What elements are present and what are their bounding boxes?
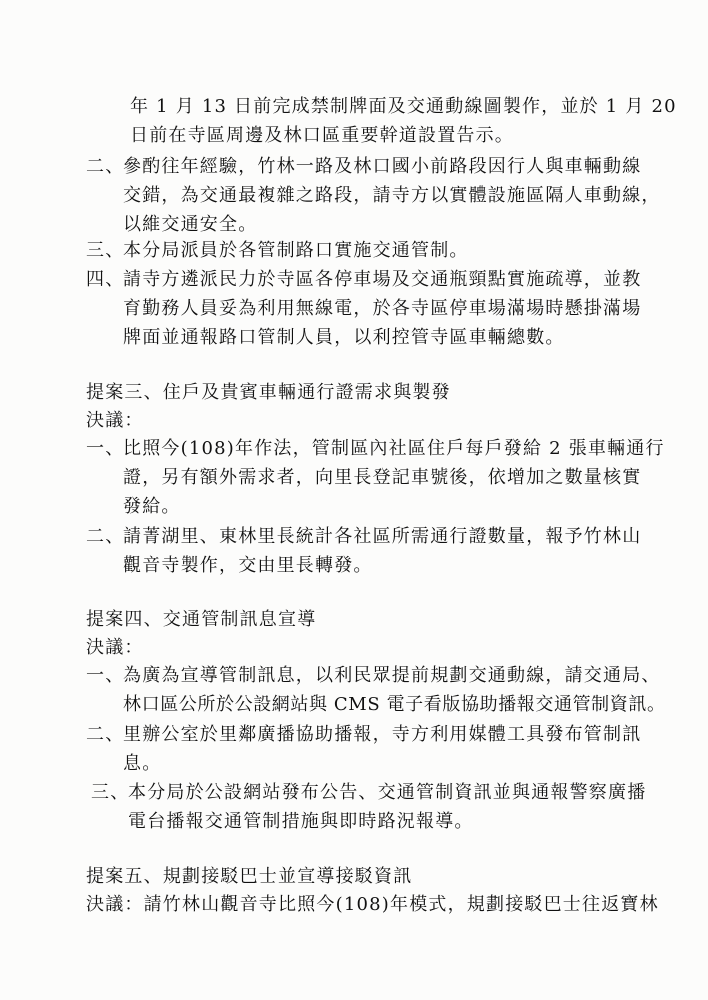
item-number: 三、 bbox=[91, 782, 130, 803]
text-line: 請寺方遴派民力於寺區各停車場及交通瓶頸點實施疏導，並教 bbox=[123, 269, 642, 290]
text-line: 觀音寺製作，交由里長轉發。 bbox=[123, 555, 373, 576]
item-number: 四、 bbox=[86, 269, 125, 290]
text-line: 比照今(108)年作法，管制區內社區住戶每戶發給 2 張車輛通行 bbox=[123, 438, 665, 459]
text-line: 請菁湖里、東林里長統計各社區所需通行證數量，報予竹林山 bbox=[123, 526, 642, 547]
item-number: 二、 bbox=[86, 156, 125, 177]
text-line: 以維交通安全。 bbox=[123, 214, 258, 235]
text-line: 牌面並通報路口管制人員，以利控管寺區車輛總數。 bbox=[123, 327, 565, 348]
text-line: 本分局於公設網站發布公告、交通管制資訊並與通報警察廣播 bbox=[128, 782, 647, 803]
text-line: 林口區公所於公設網站與 CMS 電子看版協助播報交通管制資訊。 bbox=[123, 694, 666, 715]
item-number: 三、 bbox=[86, 240, 125, 261]
text-line: 電台播報交通管制措施與即時路況報導。 bbox=[128, 811, 474, 832]
text-line: 證，另有額外需求者，向里長登記車號後，依增加之數量核實 bbox=[123, 467, 642, 488]
text-line: 本分局派員於各管制路口實施交通管制。 bbox=[123, 240, 469, 261]
resolution-label: 決議： bbox=[86, 637, 144, 658]
text-line: 育勤務人員妥為利用無線電，於各寺區停車場滿場時懸掛滿場 bbox=[123, 298, 642, 319]
text-line: 發給。 bbox=[123, 496, 181, 517]
item-number: 二、 bbox=[86, 724, 125, 745]
text-line: 為廣為宣導管制訊息，以利民眾提前規劃交通動線，請交通局、 bbox=[123, 665, 661, 686]
proposal-title: 提案三、住戶及貴賓車輛通行證需求與製發 bbox=[86, 382, 451, 403]
text-line: 年 1 月 13 日前完成禁制牌面及交通動線圖製作，並於 1 月 20 bbox=[130, 96, 677, 117]
item-number: 一、 bbox=[86, 665, 125, 686]
item-number: 二、 bbox=[86, 526, 125, 547]
proposal-title: 提案四、交通管制訊息宣導 bbox=[86, 609, 317, 630]
text-line: 交錯，為交通最複雜之路段，請寺方以實體設施區隔人車動線， bbox=[123, 185, 661, 206]
text-line: 里辦公室於里鄰廣播協助播報，寺方利用媒體工具發布管制訊 bbox=[123, 724, 642, 745]
resolution-text: 決議：請竹林山觀音寺比照今(108)年模式，規劃接駁巴士往返寶林 bbox=[86, 894, 659, 915]
resolution-label: 決議： bbox=[86, 410, 144, 431]
text-line: 息。 bbox=[123, 753, 162, 774]
text-line: 日前在寺區周邊及林口區重要幹道設置告示。 bbox=[130, 125, 514, 146]
text-line: 參酌往年經驗，竹林一路及林口國小前路段因行人與車輛動線 bbox=[123, 156, 642, 177]
item-number: 一、 bbox=[86, 438, 125, 459]
proposal-title: 提案五、規劃接駁巴士並宣導接駁資訊 bbox=[86, 866, 413, 887]
